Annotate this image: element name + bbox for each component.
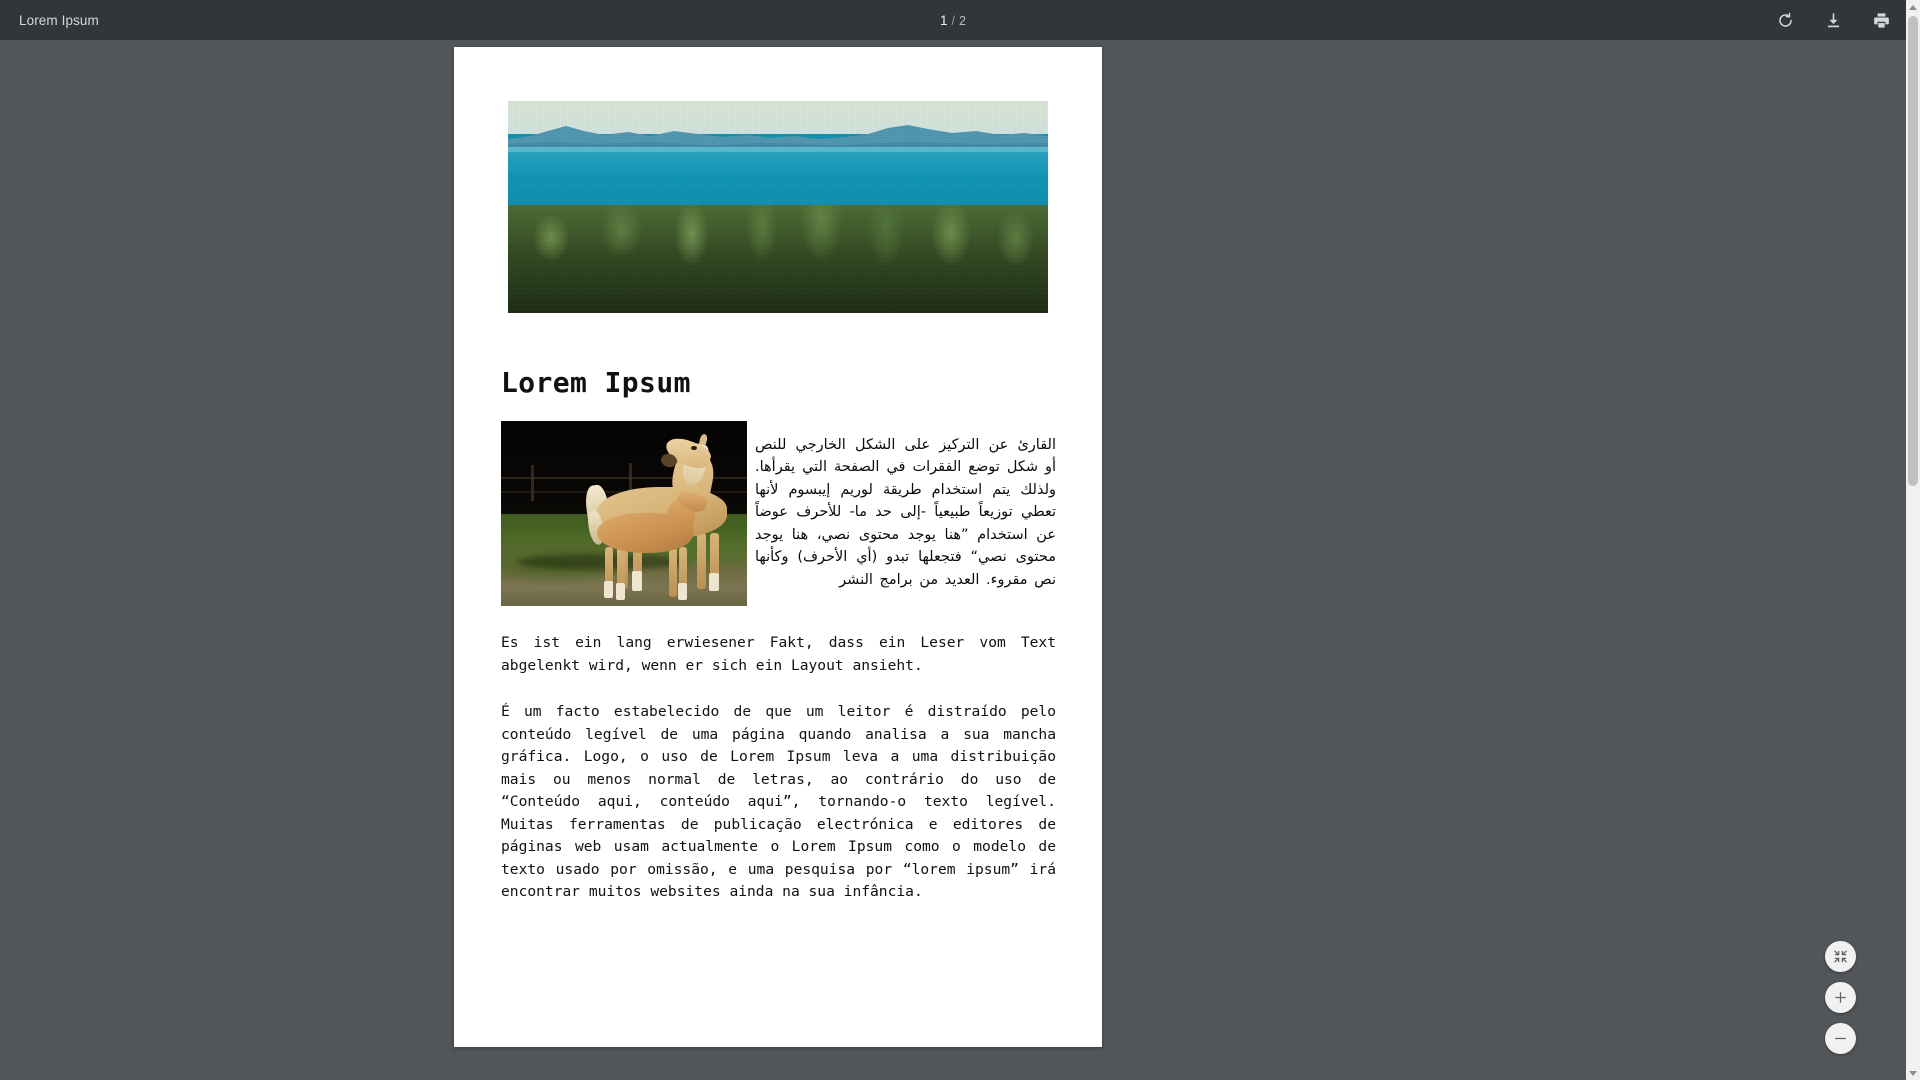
- document-page-1: [454, 47, 1102, 1047]
- paragraph-german: Es ist ein lang erwiesener Fakt, dass ein Leser vom Text abgelenkt wird, wenn er sich ein Layout ansieht.: [501, 634, 1056, 674]
- rotate-button[interactable]: [1768, 3, 1802, 37]
- minus-icon: [1833, 1031, 1848, 1046]
- download-icon: [1824, 11, 1843, 30]
- plus-icon: [1833, 990, 1848, 1005]
- horses-photo: [501, 421, 747, 606]
- scrollbar-down-arrow[interactable]: [1906, 1066, 1920, 1080]
- page-heading: Lorem Ipsum: [501, 366, 691, 399]
- hero-film-grain: [508, 101, 1048, 313]
- vertical-scrollbar[interactable]: [1906, 0, 1920, 1080]
- download-button[interactable]: [1816, 3, 1850, 37]
- image-text-row: [500, 419, 1056, 608]
- mare-sock-front: [709, 573, 719, 591]
- print-button[interactable]: [1864, 3, 1898, 37]
- foal-sock-rear-far: [604, 581, 613, 598]
- print-icon: [1872, 11, 1891, 30]
- paragraph-portuguese: É um facto estabelecido de que um leitor é distraído pelo conteúdo legível de uma página quando analisa a sua mancha gráfica. Logo, o uso de Lorem Ipsum leva a uma distribuição mais ou menos normal de letras, ao contrário do uso de “Conteúdo aqui, conteúdo aqui”, tornando-o texto legível. Muitas ferramentas de publicação electrónica e editores de páginas web usam actualmente o Lorem Ipsum como o modelo de texto usado por omissão, e uma pesquisa por “lorem ipsum” irá encontrar muitos websites ainda na sua infância.: [501, 703, 1056, 900]
- mare-eye: [691, 446, 697, 450]
- zoom-out-button[interactable]: [1825, 1023, 1856, 1054]
- document-viewer[interactable]: [0, 40, 1906, 1080]
- fit-to-page-icon: [1833, 949, 1848, 964]
- pdf-viewer-toolbar: [0, 0, 1906, 40]
- ground-shadow: [517, 554, 687, 570]
- scrollbar-thumb[interactable]: [1908, 16, 1918, 486]
- zoom-controls: [1825, 941, 1856, 1054]
- page-content: [500, 101, 1056, 904]
- fit-to-page-button[interactable]: [1825, 941, 1856, 972]
- page-indicator: [0, 13, 1906, 28]
- chevron-down-icon: [1909, 1071, 1917, 1076]
- rotate-icon: [1776, 11, 1795, 30]
- chevron-up-icon: [1909, 5, 1917, 10]
- toolbar-actions: [1768, 3, 1898, 37]
- total-page-count: 2: [959, 13, 966, 28]
- foal-sock-rear-near: [616, 583, 625, 600]
- hero-landscape-image: [508, 101, 1048, 313]
- mare-sock-rear: [632, 571, 642, 591]
- document-title: Lorem Ipsum: [19, 12, 99, 28]
- zoom-in-button[interactable]: [1825, 982, 1856, 1013]
- paragraph-arabic: القارئ عن التركيز على الشكل الخارجي للنص أو شكل توضع الفقرات في الصفحة التي يقرأها. ولذلك يتم استخدام طريقة لوريم إيبسوم لأنها تعطي توزيعاً طبيعياً -إلى حد ما- للأحرف عوضاً عن استخدام ”هنا يوجد محتوى نصي، هنا يوجد محتوى نصي“ فتجعلها تبدو (أي الأحرف) وكأنها نص مقروء. العديد من برامج النشر: [755, 436, 1056, 589]
- foal-leg-front-far: [669, 547, 677, 597]
- mare-leg-front-far: [697, 533, 706, 589]
- current-page-number: 1: [940, 12, 948, 28]
- fence-post-left: [531, 465, 534, 501]
- page-separator: /: [951, 13, 956, 28]
- scrollbar-up-arrow[interactable]: [1906, 0, 1920, 14]
- foal-sock-front: [678, 583, 687, 600]
